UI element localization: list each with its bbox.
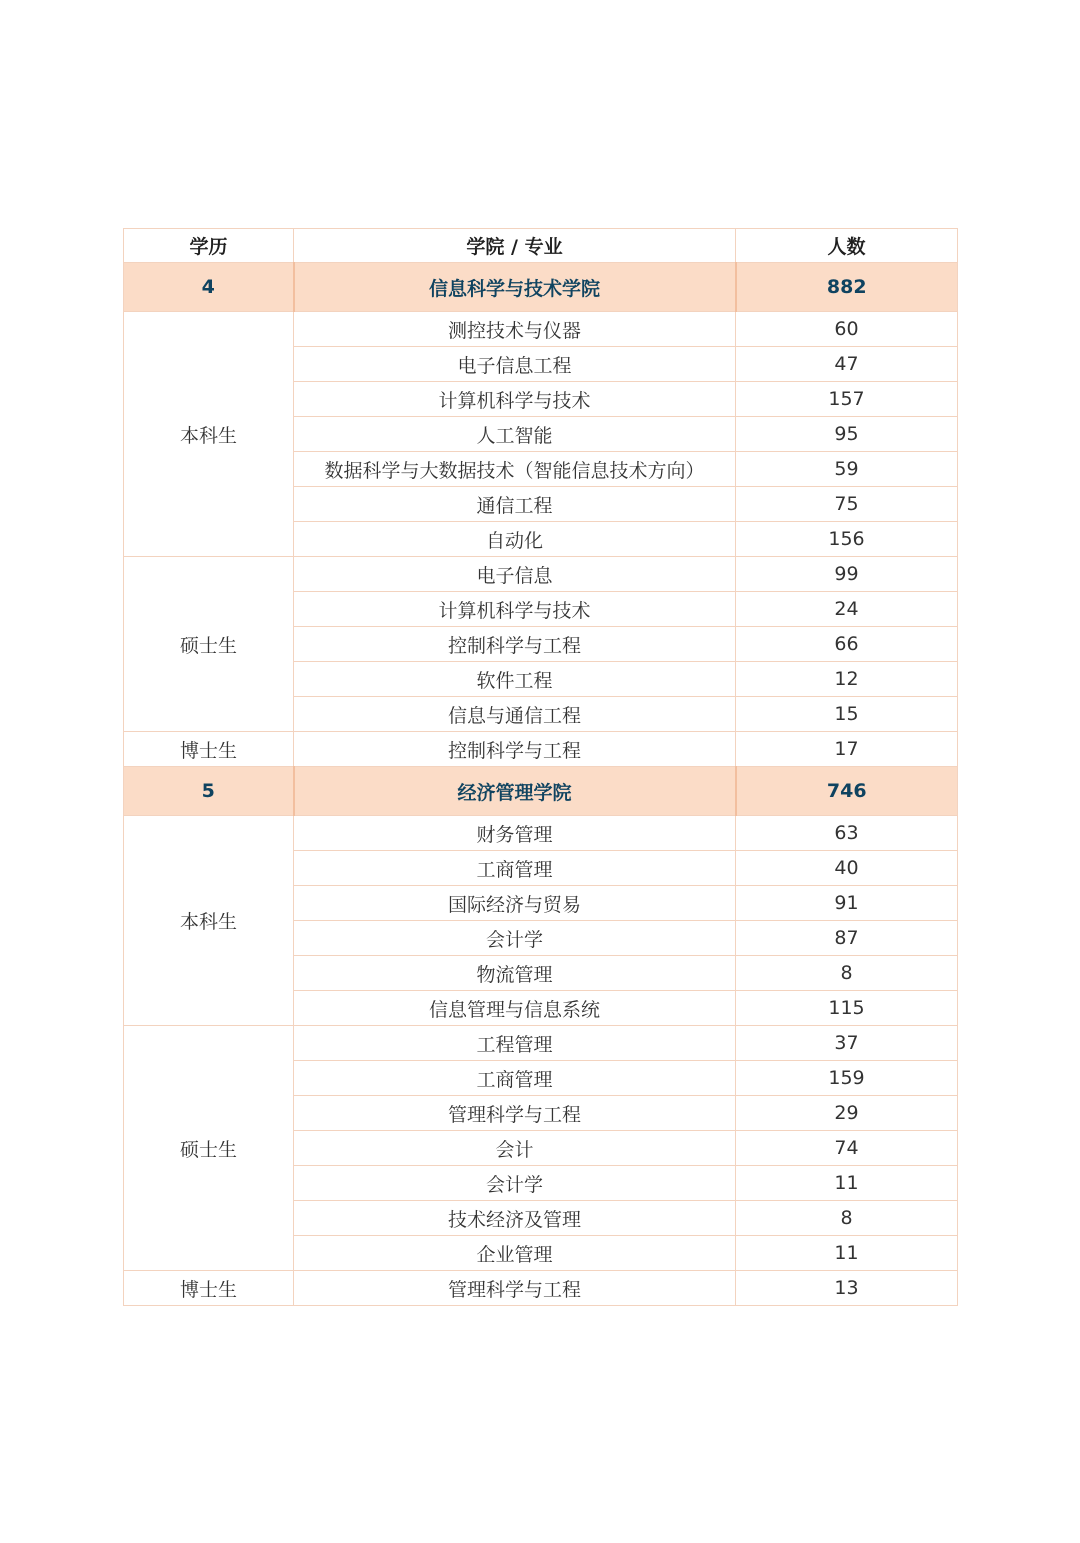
major-count: 12 bbox=[736, 662, 958, 697]
major-count: 37 bbox=[736, 1026, 958, 1061]
major-name: 会计 bbox=[294, 1131, 736, 1166]
enrollment-table bbox=[123, 228, 958, 1306]
major-count: 8 bbox=[736, 1201, 958, 1236]
major-name: 财务管理 bbox=[294, 816, 736, 851]
major-name: 管理科学与工程 bbox=[294, 1271, 736, 1306]
major-count: 157 bbox=[736, 382, 958, 417]
college-number: 4 bbox=[124, 263, 294, 312]
table-header-row bbox=[124, 229, 958, 263]
major-count: 115 bbox=[736, 991, 958, 1026]
major-name: 管理科学与工程 bbox=[294, 1096, 736, 1131]
major-count: 59 bbox=[736, 452, 958, 487]
major-count: 74 bbox=[736, 1131, 958, 1166]
major-count: 95 bbox=[736, 417, 958, 452]
degree-level: 硕士生 bbox=[124, 1026, 294, 1271]
major-name: 计算机科学与技术 bbox=[294, 592, 736, 627]
college-name: 经济管理学院 bbox=[294, 767, 736, 816]
major-name: 数据科学与大数据技术（智能信息技术方向） bbox=[294, 452, 736, 487]
header-count: 人数 bbox=[736, 229, 958, 263]
major-name: 物流管理 bbox=[294, 956, 736, 991]
major-count: 29 bbox=[736, 1096, 958, 1131]
major-count: 17 bbox=[736, 732, 958, 767]
major-name: 电子信息 bbox=[294, 557, 736, 592]
major-name: 控制科学与工程 bbox=[294, 627, 736, 662]
college-number: 5 bbox=[124, 767, 294, 816]
degree-level: 本科生 bbox=[124, 312, 294, 557]
college-total: 746 bbox=[736, 767, 958, 816]
major-count: 24 bbox=[736, 592, 958, 627]
major-name: 工程管理 bbox=[294, 1026, 736, 1061]
major-name: 会计学 bbox=[294, 921, 736, 956]
major-name: 计算机科学与技术 bbox=[294, 382, 736, 417]
major-name: 技术经济及管理 bbox=[294, 1201, 736, 1236]
major-count: 87 bbox=[736, 921, 958, 956]
enrollment-table-wrapper bbox=[123, 228, 957, 1306]
major-name: 自动化 bbox=[294, 522, 736, 557]
table-row bbox=[124, 1271, 958, 1306]
major-name: 电子信息工程 bbox=[294, 347, 736, 382]
major-name: 企业管理 bbox=[294, 1236, 736, 1271]
header-college-major: 学院 / 专业 bbox=[294, 229, 736, 263]
table-row bbox=[124, 732, 958, 767]
major-name: 人工智能 bbox=[294, 417, 736, 452]
major-name: 信息与通信工程 bbox=[294, 697, 736, 732]
major-name: 测控技术与仪器 bbox=[294, 312, 736, 347]
table-row bbox=[124, 557, 958, 592]
major-name: 国际经济与贸易 bbox=[294, 886, 736, 921]
major-count: 60 bbox=[736, 312, 958, 347]
table-row bbox=[124, 312, 958, 347]
table-row bbox=[124, 816, 958, 851]
major-name: 信息管理与信息系统 bbox=[294, 991, 736, 1026]
college-name: 信息科学与技术学院 bbox=[294, 263, 736, 312]
table-row bbox=[124, 1026, 958, 1061]
degree-level: 本科生 bbox=[124, 816, 294, 1026]
major-name: 工商管理 bbox=[294, 1061, 736, 1096]
college-row bbox=[124, 767, 958, 816]
major-count: 15 bbox=[736, 697, 958, 732]
major-name: 会计学 bbox=[294, 1166, 736, 1201]
major-count: 11 bbox=[736, 1236, 958, 1271]
major-name: 控制科学与工程 bbox=[294, 732, 736, 767]
major-name: 工商管理 bbox=[294, 851, 736, 886]
major-count: 75 bbox=[736, 487, 958, 522]
major-count: 13 bbox=[736, 1271, 958, 1306]
major-count: 91 bbox=[736, 886, 958, 921]
degree-level: 硕士生 bbox=[124, 557, 294, 732]
major-count: 47 bbox=[736, 347, 958, 382]
table-body bbox=[124, 263, 958, 1306]
major-count: 156 bbox=[736, 522, 958, 557]
major-count: 99 bbox=[736, 557, 958, 592]
degree-level: 博士生 bbox=[124, 732, 294, 767]
major-count: 40 bbox=[736, 851, 958, 886]
college-row bbox=[124, 263, 958, 312]
major-count: 159 bbox=[736, 1061, 958, 1096]
major-count: 66 bbox=[736, 627, 958, 662]
major-count: 8 bbox=[736, 956, 958, 991]
college-total: 882 bbox=[736, 263, 958, 312]
major-count: 63 bbox=[736, 816, 958, 851]
major-name: 通信工程 bbox=[294, 487, 736, 522]
major-count: 11 bbox=[736, 1166, 958, 1201]
degree-level: 博士生 bbox=[124, 1271, 294, 1306]
header-level: 学历 bbox=[124, 229, 294, 263]
major-name: 软件工程 bbox=[294, 662, 736, 697]
